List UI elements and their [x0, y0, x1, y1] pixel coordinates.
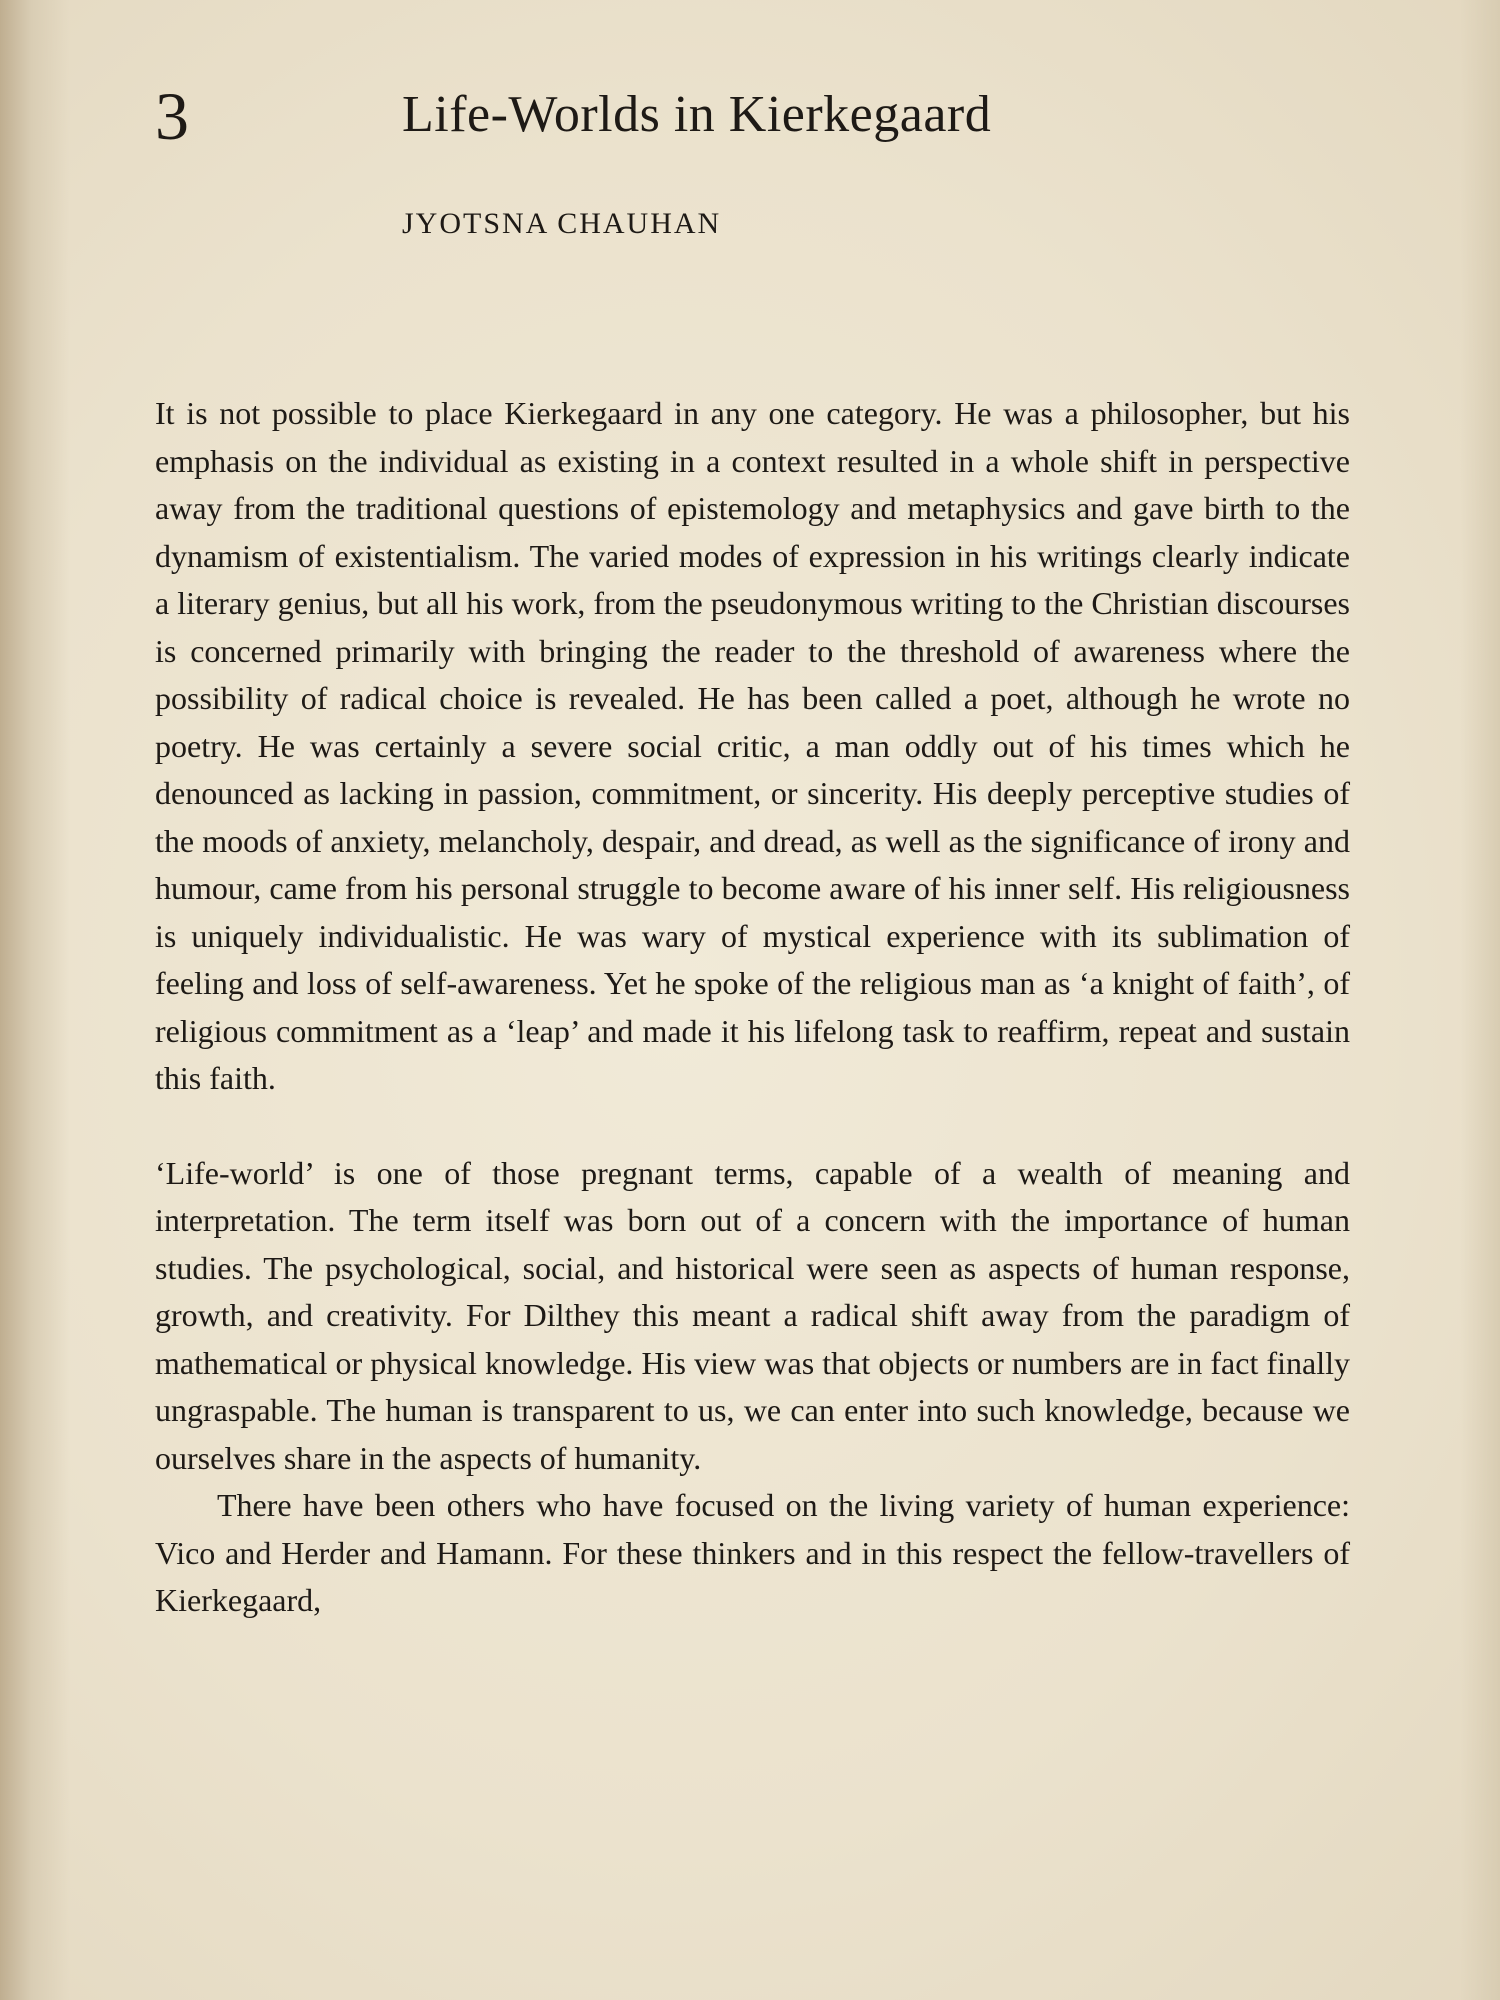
body-text — [155, 390, 1350, 1625]
chapter-title: Life-Worlds in Kierkegaard — [402, 86, 992, 143]
author-name: JYOTSNA CHAUHAN — [402, 207, 722, 240]
paragraph-2: ‘Life-world’ is one of those pregnant terms, capable of a wealth of meaning and interpretation. The term itself was born out of a concern with the importance of human studies. The psychological, social, and historical were seen as aspects of human response, growth, and creativity. For Dilthey this meant a radical shift away from the paradigm of mathematical or physical knowledge. His view was that objects or numbers are in fact finally ungraspable. The human is transparent to us, we can enter into such knowledge, because we ourselves share in the aspects of humanity. — [155, 1154, 1350, 1476]
gutter-shadow — [0, 0, 70, 2000]
chapter-number: 3 — [155, 78, 189, 154]
paragraph-3: There have been others who have focused on the living variety of human experience: Vico and Herder and Hamann. For these thinkers and in this respect the fellow-travellers of Kierkegaard, — [155, 1487, 1350, 1618]
paragraph-1: It is not possible to place Kierkegaard in any one category. He was a philosopher, but his emphasis on the individual as existing in a context resulted in a whole shift in perspective away from the traditional questions of epistemology and metaphysics and gave birth to the dynamism of existentialism. The varied modes of expression in his writings clearly indicate a literary genius, but all his work, from the pseudonymous writing to the Christian discourses is concerned primarily with bringing the reader to the threshold of awareness where the possibility of radical choice is revealed. He has been called a poet, although he wrote no poetry. He was certainly a severe social critic, a man oddly out of his times which he denounced as lacking in passion, commitment, or sincerity. His deeply perceptive studies of the moods of anxiety, melancholy, despair, and dread, as well as the significance of irony and humour, came from his personal struggle to become aware of his inner self. His religiousness is uniquely individualistic. He was wary of mystical experience with its sublimation of feeling and loss of self-awareness. Yet he spoke of the religious man as ‘a knight of faith’, of religious commitment as a ‘leap’ and made it his lifelong task to reaffirm, repeat and sustain this faith. — [155, 395, 1350, 1096]
page-edge-shading — [1460, 0, 1500, 2000]
